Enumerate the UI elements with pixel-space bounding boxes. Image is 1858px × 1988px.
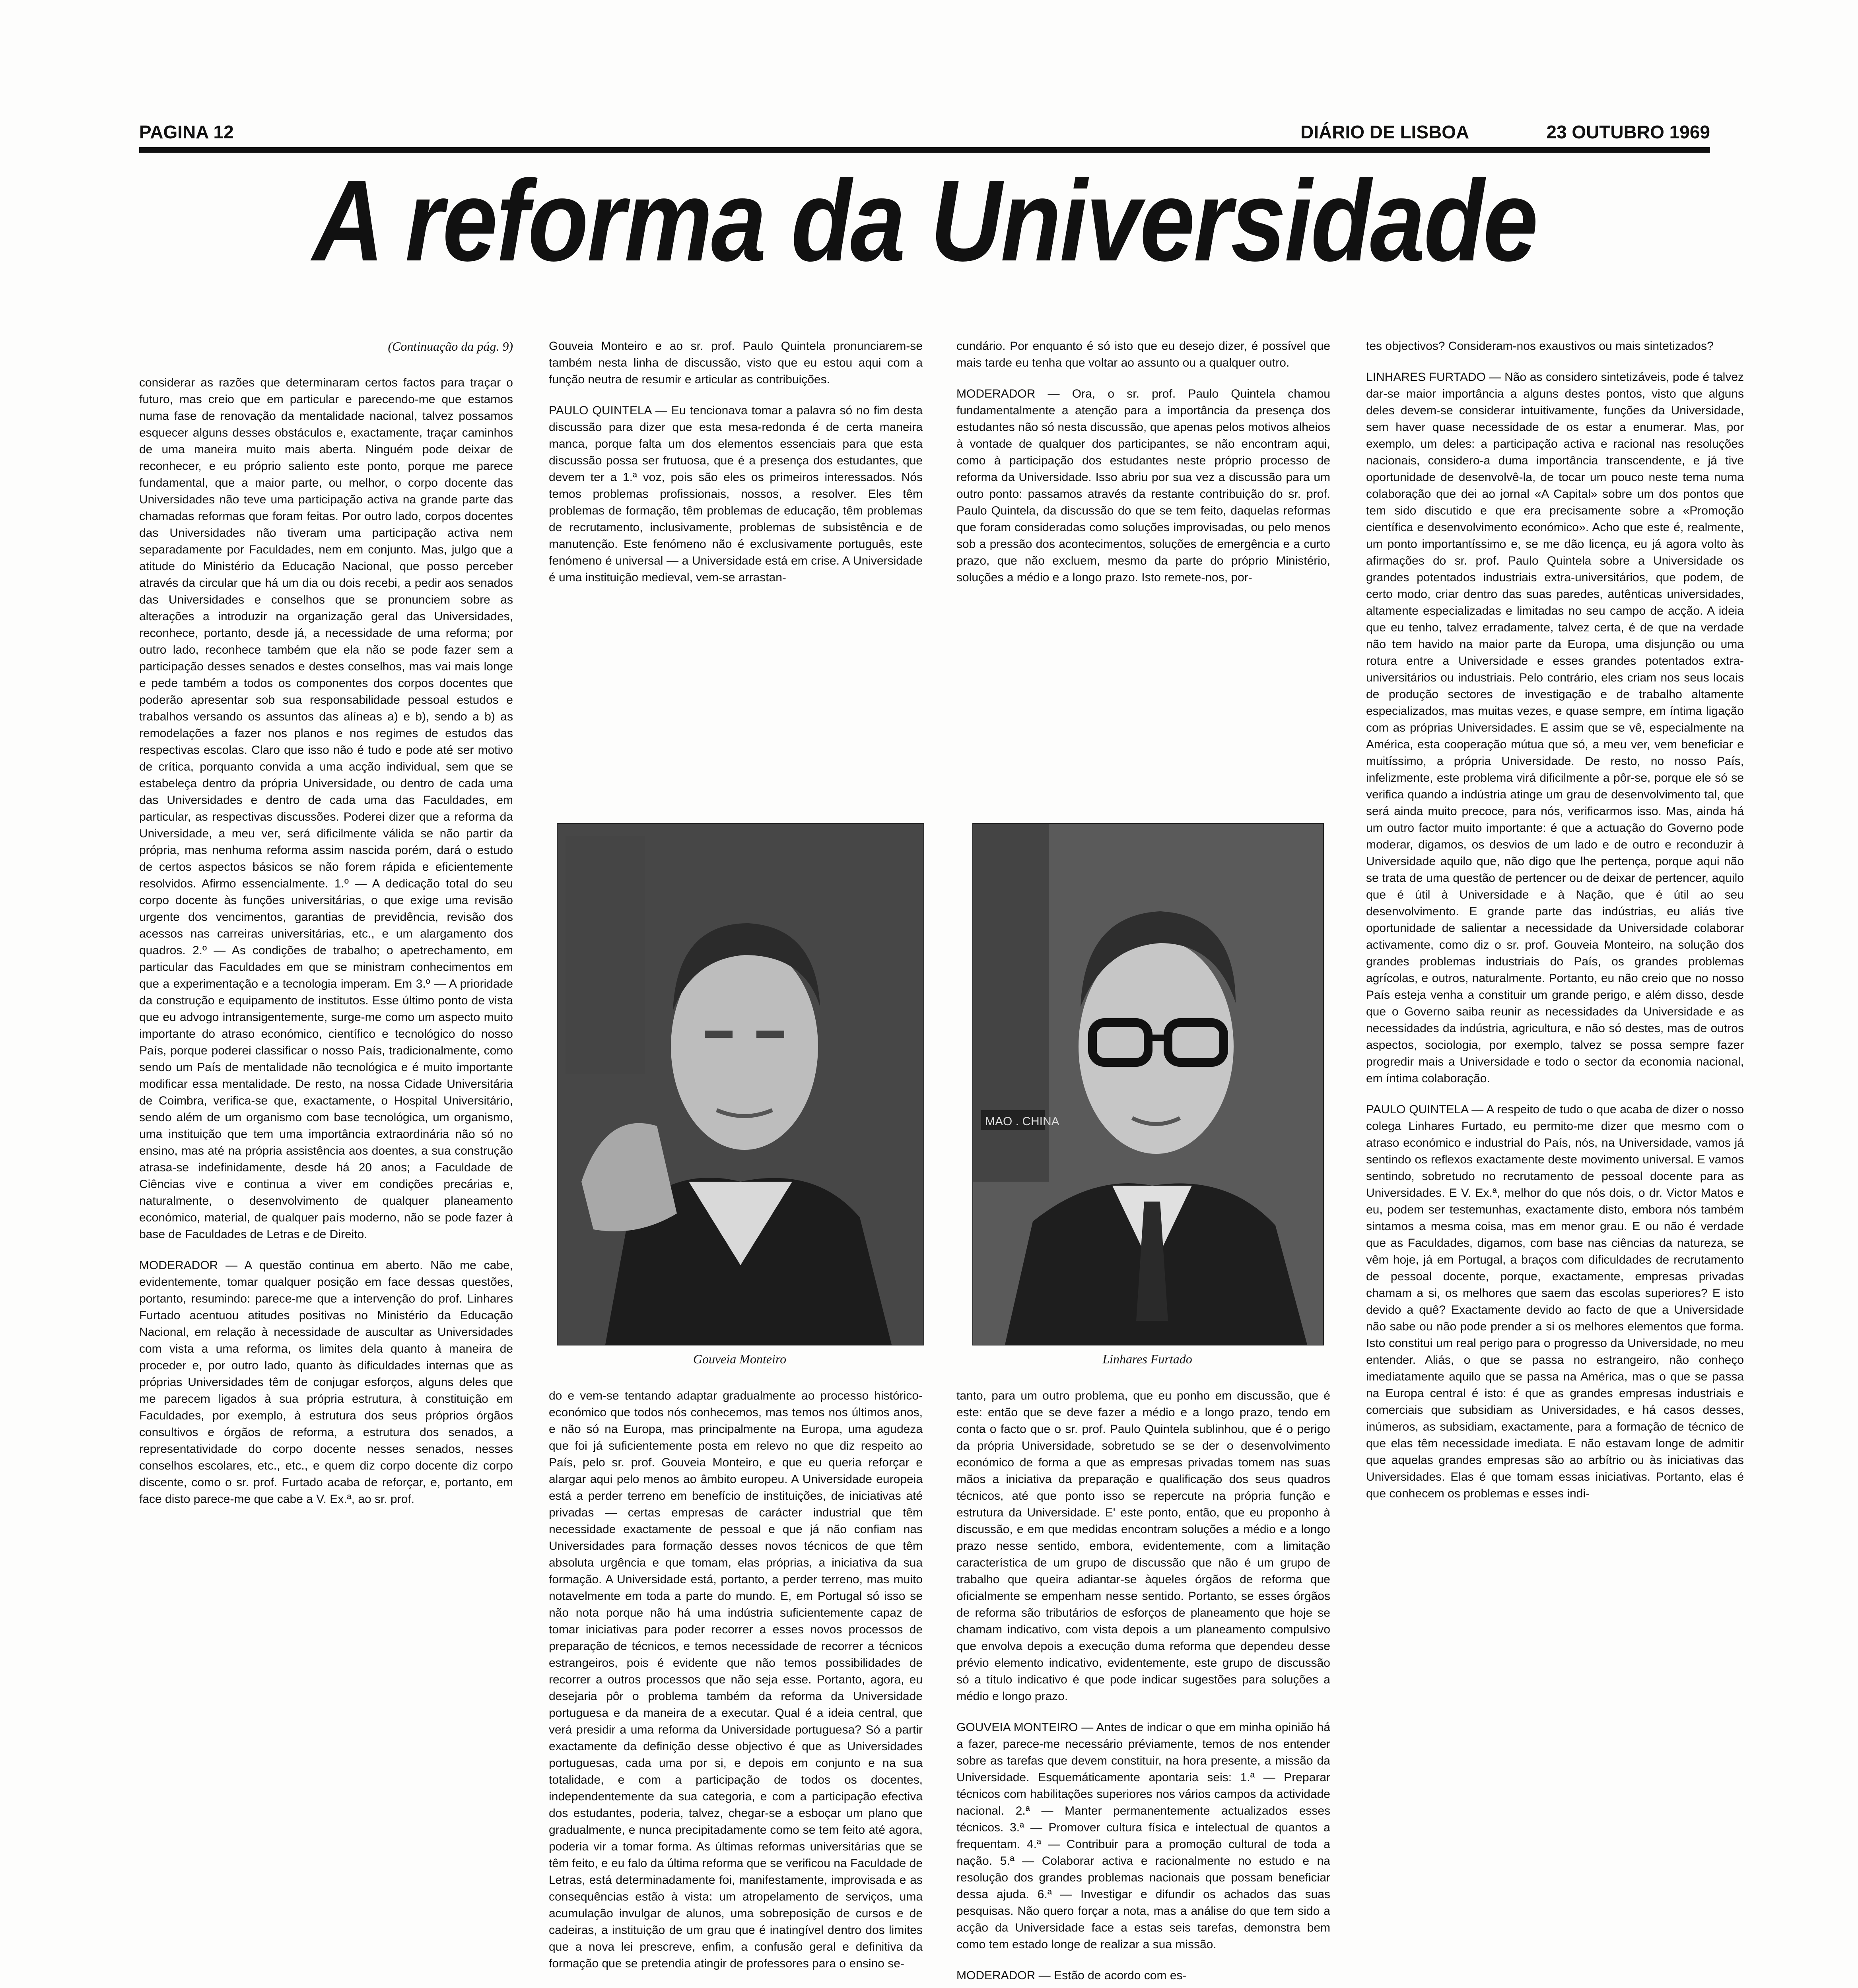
article-column-4 <box>1366 338 1744 1988</box>
paragraph: GOUVEIA MONTEIRO — Antes de indicar o que em minha opinião há a fazer, parece-me necessário préviamente, temos de nos entender sobre as tarefas que devem constituir, na hora presente, a missão da Universidade. Esquemáticamente apontaria seis: 1.ª — Preparar técnicos com habilitações superiores nos vários campos da actividade nacional. 2.ª — Manter permanentemente actualizados esses técnicos. 3.ª — Promover cultura física e intelectual de quantos a frequentam. 4.ª — Contribuir para a promoção cultural de toda a nação. 5.ª — Colaborar activa e racionalmente no estudo e na resolução dos grandes problemas nacionais que possam beneficiar dessa ajuda. 6.ª — Investigar e difundir os achados das suas pesquisas. Não quero forçar a nota, mas a análise do que tem sido a acção da Universidade face a estas seis tarefas, demonstra bem como tem estado longe de realizar a sua missão. <box>956 1721 1330 1951</box>
paragraph: cundário. Por enquanto é só isto que eu desejo dizer, é possível que mais tarde eu tenha que voltar ao assunto ou a qualquer outro. <box>956 340 1330 369</box>
article-column-2-bottom <box>549 1388 923 1988</box>
portrait-image <box>558 824 923 1345</box>
paragraph: tes objectivos? Consideram-nos exaustivos ou mais sintetizados? <box>1366 340 1714 353</box>
newspaper-name: DIÁRIO DE LISBOA <box>1300 122 1469 142</box>
header-rule <box>139 147 1710 153</box>
photo-caption: Linhares Furtado <box>1102 1352 1192 1366</box>
paragraph: MODERADOR — Estão de acordo com es- <box>956 1969 1187 1982</box>
paragraph: MODERADOR — A questão continua em aberto. Não me cabe, evidentemente, tomar qualquer posição em face dessas questões, portanto, resumindo: parece-me que a intervenção do prof. Linhares Furtado acentuou atitudes positivas no Ministério da Educação Nacional, em relação à necessidade de auscultar as Universidades com vista a uma reforma, os limites dela quanto à maneira de proceder e, por outro lado, quanto às dificuldades internas que as próprias Universidades têm de conjugar esforços, alguns deles que me parecem ligados à sua própria estrutura, à constituição em Faculdades, por exemplo, à estrutura dos seus próprios órgãos consultivos e órgãos de reforma, a estrutura dos senados, a representatividade do corpo docente nesses senados, nesses conselhos escolares, etc., etc., e quem diz corpo docente diz corpo discente, como o sr. prof. Furtado acaba de reforçar, e, portanto, em face disto parece-me que cabe a V. Ex.ª, ao sr. prof. <box>139 1259 513 1506</box>
paragraph: considerar as razões que determinaram certos factos para traçar o futuro, mas creio que em particular e parecendo-me que estamos numa fase de renovação da mentalidade nacional, talvez possamos esquecer alguns desses obstáculos e, exactamente, traçar caminhos de uma maneira muito mais aberta. Ninguém pode deixar de reconhecer, e eu próprio saliento este ponto, porque me parece fundamental, que a maior parte, ou melhor, o corpo docente das Universidades não teve uma participação activa na grande parte das chamadas reformas que foram feitas. Por outro lado, corpos docentes das Universidades não tiveram uma participação activa nem separadamente por Faculdades, nem em conjunto. Mas, julgo que a atitude do Ministério da Educação Nacional, que posso perceber através da circular que há um dia ou dois recebi, a pedir aos senados das Universidades e conselhos que se pronunciem sobre as alterações a introduzir na organização geral das Universidades, reconhece, portanto, desde já, a necessidade de uma reforma; por outro lado, reconhece também que ela não se pode fazer sem a participação desses senados e destes conselhos, mas vai mais longe e pede também a todos os componentes dos corpos docentes que poderão apresentar sob sua responsabilidade pessoal estudos e trabalhos versando os assuntos das alíneas a) e b), sendo a b) as remodelações a fazer nos planos e nos regimes de estudos das respectivas escolas. Claro que isso não é tudo e pode até ser motivo de crítica, porquanto convida a uma acção individual, sem que se estabeleça dentro da própria Universidade, ou dentro de cada uma das Universidades e dentro de cada uma das Faculdades, em particular, as respectivas discussões. Poderei dizer que a reforma da Universidade, a meu ver, será dificilmente válida se não partir da própria, mas nenhuma reforma assim nascida porém, dará o estudo de certos aspectos básicos se não forem rápida e eficientemente resolvidos. Afirmo essencialmente. 1.º — A dedicação total do seu corpo docente às funções universitárias, o que exige uma revisão urgente dos vencimentos, garantias de previdência, revisão dos acessos nas carreiras universitárias, etc., e um alargamento dos quadros. 2.º — As condições de trabalho; o apetrechamento, em particular das Faculdades em que se ministram conhecimentos em que a experimentação e a tecnologia imperam. Em 3.º — A prioridade da construção e equipamento de institutos. Esse último ponto de vista que eu advogo intransigentemente, surge-me como um aspecto muito importante do atraso económico, científico e tecnológico do nosso País, porque poderei classificar o nosso País, tradicionalmente, como sendo um País de mentalidade não tecnológica e é muito importante modificar essa mentalidade. De resto, na nossa Cidade Universitária de Coimbra, verifica-se que, exactamente, o Hospital Universitário, sendo além de um organismo com base tecnológica, um organismo, uma instituição que tem uma importância extraordinária não só no ensino, mas até na própria assistência aos doentes, a sua construção atrasa-se indefinidamente, desde há 20 anos; a Faculdade de Ciências vive e continua a viver em condições precárias e, naturalmente, o desenvolvimento de qualquer planeamento económico, material, de qualquer país moderno, não se pode fazer à base de Faculdades de Letras e de Direito. <box>139 376 513 1241</box>
masthead <box>139 121 1710 149</box>
paragraph: Gouveia Monteiro e ao sr. prof. Paulo Quintela pronunciarem-se também nesta linha de discussão, visto que eu estou aqui com a função neutra de resumir e articular as contribuições. <box>549 340 923 386</box>
article-column-3-bottom <box>956 1388 1330 1988</box>
paragraph: PAULO QUINTELA — A respeito de tudo o que acaba de dizer o nosso colega Linhares Furtado, eu permito-me dizer que mesmo com o atraso económico e industrial do País, nós, na Universidade, vamos já sentindo os reflexos exactamente deste movimento universal. E vamos sentindo, sobretudo no recrutamento de pessoal docente para as Universidades. E V. Ex.ª, melhor do que nós dois, o dr. Victor Matos e eu, podem ser testemunhas, exactamente disto, embora nós também sintamos a mesma coisa, mas em menor grau. E ou não é verdade que as Faculdades, digamos, com base nas ciências da natureza, se vêm hoje, já em Portugal, a braços com dificuldades de recrutamento de pessoal docente, porque, exactamente, empresas privadas chamam a si, os melhores que saem das escolas superiores? E isto devido a quê? Exactamente devido ao facto de que a Universidade não sabe ou não pode prender a si os melhores elementos que forma. Isto constitui um real perigo para o progresso da Universidade, no meu entender. Aliás, o que se passa no estrangeiro, não conheço imediatamente aquilo que se passa na América, mas o que se passa na Europa central é isto: é que as grandes empresas industriais e comerciais que subsidiam as Universidades, e há casos desses, inúmeros, as subsidiam, exactamente, para a formação de técnico de que elas têm necessidade imediata. E não estavam longe de admitir que aquelas grandes empresas são ao arbítrio ou às iniciativas das Universidades. Elas é que tomam essas iniciativas. Portanto, elas é que conhecem os problemas e esses indi- <box>1366 1103 1744 1500</box>
continued-from-note: (Continuação da pág. 9) <box>388 339 513 353</box>
paragraph: PAULO QUINTELA — Eu tencionava tomar a palavra só no fim desta discussão para dizer que esta mesa-redonda é de certa maneira manca, porque falta um dos elementos essenciais para que esta discussão possa ser frutuosa, que é a presença dos estudantes, que devem ter a 1.ª voz, pois são eles os primeiros interessados. Nós temos problemas profissionais, nossos, a resolver. Eles têm problemas de formação, têm problemas de educação, têm problemas de recrutamento, inclusivamente, problemas de subsistência e de manutenção. Este fenómeno não é exclusivamente português, este fenómeno é universal — a Universidade está em crise. A Universidade é uma instituição medieval, vem-se arrastan- <box>549 404 923 584</box>
paragraph: tanto, para um outro problema, que eu ponho em discussão, que é este: então que se deve fazer a médio e a longo prazo, tendo em conta o facto que o sr. prof. Paulo Quintela sublinhou, que é o perigo da própria Universidade, sobretudo se se der o desenvolvimento económico de forma a que as empresas privadas tomem nas suas mãos a iniciativa da preparação e qualificação dos seus quadros técnicos, até que ponto isso se repercute na própria função e estrutura da Universidade. E' este ponto, então, que eu proponho à discussão, e em que medidas encontram soluções a médio e a longo prazo nesse sentido, embora, evidentemente, com a limitação característica de um grupo de discussão que não é um grupo de trabalho que queira adiantar-se àqueles órgãos de reforma que oficialmente se empenham nesse sentido. Portanto, se esses órgãos de reforma são tributários de esforços de planeamento que hoje se chamam indicativo, com vista depois a um planeamento compulsivo que envolva depois a execução duma reforma que dependeu desse prévio elemento indicativo, evidentemente, este grupo de discussão só a título indicativo é que pode indicar sugestões para soluções a médio e longo prazo. <box>956 1389 1330 1703</box>
paragraph: do e vem-se tentando adaptar gradualmente ao processo histórico-económico que todos nós conhecemos, mas temos nos últimos anos, e não só na Europa, mas principalmente na Europa, uma agudeza que foi já suficientemente posta em relevo no que diz respeito ao País, pelo sr. prof. Gouveia Monteiro, e que eu queria reforçar e alargar aqui pelo menos ao âmbito europeu. A Universidade europeia está a perder terreno em benefício de instituições, de iniciativas até privadas — certas empresas de carácter industrial que têm necessidade exactamente de pessoal e que já não confiam nas Universidades para formação desses novos técnicos de que têm absoluta urgência e que tomam, elas próprias, a iniciativa da sua formação. A Universidade está, portanto, a perder terreno, mas muito notavelmente em toda a parte do mundo. E, em Portugal só isso se não nota porque não há uma indústria suficientemente capaz de tomar iniciativas para poder recorrer a esses novos processos de preparação de técnicos, e temos necessidade de recorrer a técnicos estrangeiros, pois é evidente que não temos possibilidades de recorrer a outros processos que não seja esse. Portanto, agora, eu desejaria pôr o problema também da reforma da Universidade portuguesa e da maneira de a executar. Qual é a ideia central, que verá presidir a uma reforma da Universidade portuguesa? Só a partir exactamente da definição desse objectivo é que as Universidades portuguesas, cada uma por si, e depois em conjunto e na sua totalidade, e com a participação de todos os docentes, independentemente da sua categoria, e com a participação efectiva dos estudantes, poderia, talvez, chegar-se a esboçar um plano que gradualmente, e nunca precipitadamente como se tem feito até agora, poderia vir a tomar forma. As últimas reformas universitárias que se têm feito, e eu falo da última reforma que se verificou na Faculdade de Letras, está determinadamente foi, manifestamente, improvisada e as consequências estão à vista: um atropelamento de serviços, uma acumulação invulgar de alunos, uma sobreposição de cursos e de cadeiras, a instituição de um grau que é inatingível dentro dos limites que a nova lei prescreve, enfim, a confusão geral e definitiva da formação que se pretendia atingir de professores para o ensino se- <box>549 1389 923 1970</box>
portrait-image <box>973 824 1323 1345</box>
photo-linhares-furtado <box>972 823 1324 1345</box>
page-title: A reforma da Universidade <box>312 156 1537 285</box>
issue-date: 23 OUTUBRO 1969 <box>1546 122 1710 142</box>
paragraph: MODERADOR — Ora, o sr. prof. Paulo Quintela chamou fundamentalmente a atenção para a importância da presença dos estudantes não só nesta discussão, que apenas pelos motivos alheios à vontade de qualquer dos participantes, se não encontram aqui, como à participação dos estudantes neste próprio processo de reforma da Universidade. Isso abriu por sua vez a discussão para um outro ponto: passamos através da restante contribuição do sr. prof. Paulo Quintela, da discussão do que se tem feito, daquelas reformas que foram consideradas como soluções improvisadas, ou pelo menos sob a pressão dos acontecimentos, soluções de emergência e a curto prazo, que não excluem, mesmo da parte do próprio Ministério, soluções a médio e a longo prazo. Isto remete-nos, por- <box>956 387 1330 584</box>
sign-text: MAO . CHINA <box>985 1115 1059 1128</box>
article-column-1 <box>139 338 513 1988</box>
article-column-3-top <box>956 338 1330 807</box>
page-number: PAGINA 12 <box>139 122 234 142</box>
paragraph: LINHARES FURTADO — Não as considero sintetizáveis, pode é talvez dar-se maior importância a alguns destes pontos, visto que alguns deles devem-se considerar intuitivamente, funções da Universidade, sem haver quase necessidade de os estar a enumerar. Mas, por exemplo, um deles: a participação activa e racional nas resoluções nacionais, considero-a duma importância transcendente, e já tive oportunidade de desenvolvê-la, de tocar um pouco neste tema numa colaboração que dei ao jornal «A Capital» sobre um dos pontos que tem sido discutido e que era precisamente sobre a «Promoção científica e desenvolvimento económico». Acho que este é, realmente, um ponto importantíssimo e, se me dão licença, eu já agora volto às afirmações do sr. prof. Paulo Quintela sobre a Universidade os grandes potentados industriais extra-universitários, que podem, de certo modo, criar dentro das suas paredes, autênticas universidades, altamente especializadas e limitadas no seu campo de acção. A ideia que eu tenho, talvez erradamente, talvez certa, é de que na verdade não tem havido na maior parte da Europa, uma disjunção ou uma rotura entre a Universidade e esses grandes potentados extra-universitários ou industriais. Pelo contrário, eles criam nos seus locais de produção sectores de investigação e de trabalho altamente especializados, mas muitas vezes, e quase sempre, em íntima ligação com as próprias Universidades. E assim que se vê, especialmente na América, esta cooperação mútua que só, a meu ver, vem beneficiar e muitíssimo, a própria Universidade. De resto, no nosso País, infelizmente, este problema virá dificilmente a pôr-se, porque ele só se verifica quando a indústria atinge um grau de desenvolvimento tal, que será ainda muito precoce, para nós, verificarmos isso. Mas, ainda há um outro factor muito importante: é que a actuação do Governo pode moderar, digamos, os desvios de um lado e de outro e reconduzir à Universidade aquilo que, não digo que lhe pertença, porque aqui não se trata de uma questão de pertencer ou de deixar de pertencer, aquilo que é útil à Universidade e à Nação, que é útil ao seu desenvolvimento. E grande parte das indústrias, eu aliás tive oportunidade de salientar a necessidade da Universidade colaborar activamente, como diz o sr. prof. Gouveia Monteiro, na solução dos grandes problemas industriais do País, os grandes problemas agrícolas, e outros, naturalmente. Portanto, eu não creio que no nosso País esteja venha a constituir um grande perigo, e além disso, desde que o Governo saiba reunir as necessidades da Universidade e as necessidades da indústria, agricultura, e não só destes, mas de outros aspectos, sociologia, por exemplo, talvez se possa sempre fazer progredir mais a Universidade e todo o sector da economia nacional, em íntima colaboração. <box>1366 371 1744 1085</box>
photo-caption: Gouveia Monteiro <box>693 1352 787 1366</box>
article-column-2-top <box>549 338 923 807</box>
photo-gouveia-monteiro <box>557 823 924 1345</box>
